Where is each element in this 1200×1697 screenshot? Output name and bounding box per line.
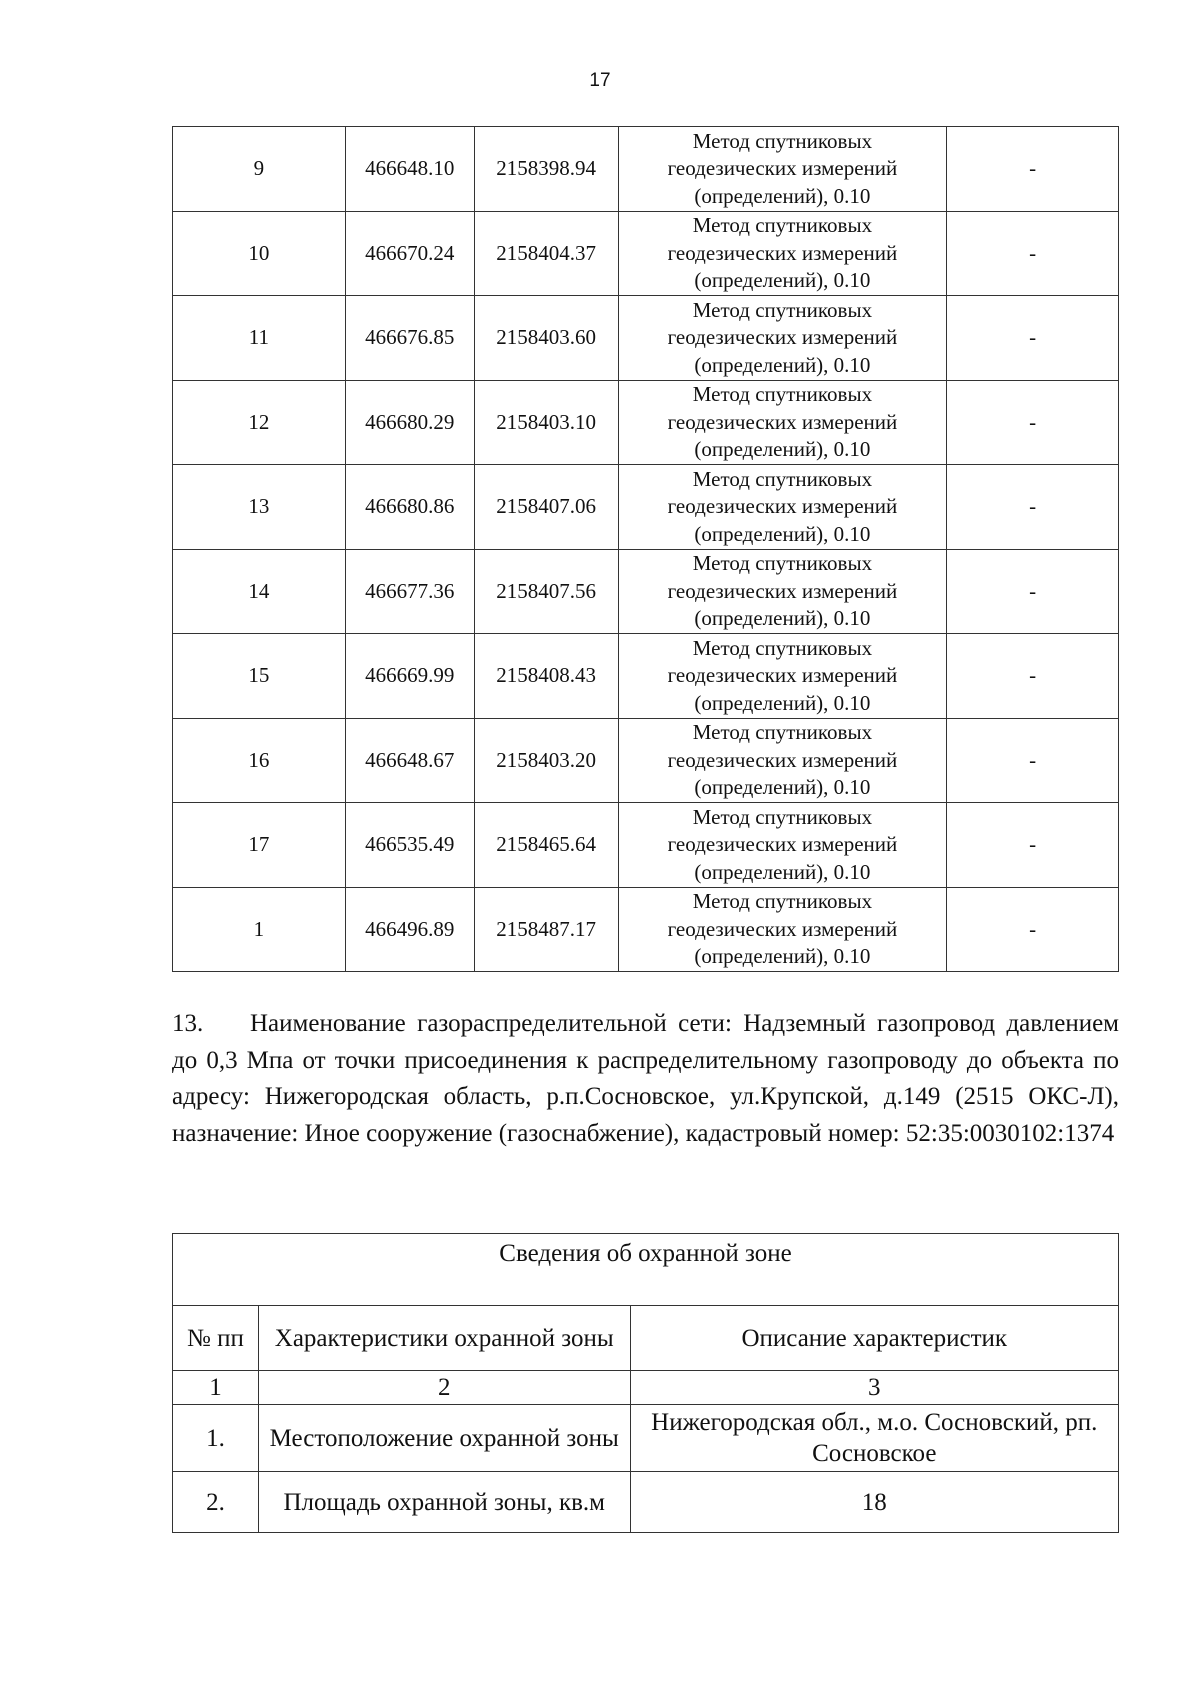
y-coordinate-cell: 2158465.64 bbox=[474, 803, 618, 888]
method-line: геодезических измерений bbox=[667, 325, 898, 349]
zone-table-header-row bbox=[173, 1306, 1119, 1371]
column-number: 2 bbox=[258, 1371, 630, 1405]
row-characteristic: Площадь охранной зоны, кв.м bbox=[258, 1472, 630, 1533]
method-cell bbox=[618, 296, 947, 381]
header-number: № пп bbox=[173, 1306, 259, 1371]
point-cell: 11 bbox=[173, 296, 346, 381]
method-line: геодезических измерений bbox=[667, 663, 898, 687]
zone-table-title: Сведения об охранной зоне bbox=[173, 1234, 1119, 1306]
y-coordinate-cell: 2158487.17 bbox=[474, 887, 618, 972]
method-cell bbox=[618, 718, 947, 803]
note-cell: - bbox=[947, 718, 1119, 803]
header-description: Описание характеристик bbox=[630, 1306, 1118, 1371]
y-coordinate-cell: 2158398.94 bbox=[474, 127, 618, 212]
note-cell: - bbox=[947, 803, 1119, 888]
method-cell bbox=[618, 803, 947, 888]
method-line: (определений), 0.10 bbox=[694, 352, 871, 377]
section-text: Наименование газораспределительной сети: Надземный газопровод давлением до 0,3 Мпа от точки присоединения к распределительному газопроводу до объекта по адресу: Нижегородская область, р.п.Сосновское, ул.Крупской, д.149 (2515 ОКС-Л), назначение: Иное сооружение (газоснабжение), кадастровый номер: 52:35:0030102:1374 bbox=[172, 1010, 1119, 1147]
section-number: 13. bbox=[172, 1010, 204, 1037]
note-cell: - bbox=[947, 634, 1119, 719]
y-coordinate-cell: 2158408.43 bbox=[474, 634, 618, 719]
method-line: Метод спутниковых bbox=[692, 128, 873, 153]
x-coordinate-cell: 466669.99 bbox=[345, 634, 474, 719]
x-coordinate-cell: 466535.49 bbox=[345, 803, 474, 888]
y-coordinate-cell: 2158403.60 bbox=[474, 296, 618, 381]
row-number: 1. bbox=[173, 1405, 259, 1472]
point-cell: 9 bbox=[173, 127, 346, 212]
table-row bbox=[173, 380, 1119, 465]
x-coordinate-cell: 466648.67 bbox=[345, 718, 474, 803]
zone-table-title-row bbox=[173, 1234, 1119, 1306]
header-characteristic: Характеристики охранной зоны bbox=[258, 1306, 630, 1371]
table-row bbox=[173, 296, 1119, 381]
table-row bbox=[173, 1472, 1119, 1533]
table-row bbox=[173, 127, 1119, 212]
method-line: (определений), 0.10 bbox=[694, 437, 871, 461]
method-line: (определений), 0.10 bbox=[694, 606, 871, 630]
method-line: геодезических измерений bbox=[667, 240, 898, 265]
note-cell: - bbox=[947, 465, 1119, 550]
note-cell: - bbox=[947, 549, 1119, 634]
row-characteristic: Местоположение охранной зоны bbox=[258, 1405, 630, 1472]
coordinates-table bbox=[172, 126, 1119, 972]
method-cell bbox=[618, 465, 947, 550]
table-row bbox=[173, 1405, 1119, 1472]
protection-zone-table bbox=[172, 1233, 1119, 1533]
point-cell: 10 bbox=[173, 211, 346, 296]
method-line: Метод спутниковых bbox=[692, 382, 873, 406]
note-cell: - bbox=[947, 887, 1119, 972]
method-line: геодезических измерений bbox=[667, 409, 898, 434]
table-row bbox=[173, 718, 1119, 803]
note-cell: - bbox=[947, 127, 1119, 212]
method-cell bbox=[618, 549, 947, 634]
point-cell: 13 bbox=[173, 465, 346, 550]
x-coordinate-cell: 466670.24 bbox=[345, 211, 474, 296]
point-cell: 16 bbox=[173, 718, 346, 803]
point-cell: 1 bbox=[173, 887, 346, 972]
y-coordinate-cell: 2158407.56 bbox=[474, 549, 618, 634]
row-description: Нижегородская обл., м.о. Сосновский, рп. Сосновское bbox=[630, 1405, 1118, 1472]
y-coordinate-cell: 2158404.37 bbox=[474, 211, 618, 296]
method-line: (определений), 0.10 bbox=[694, 690, 871, 715]
method-line: Метод спутниковых bbox=[692, 551, 873, 575]
method-line: геодезических измерений bbox=[667, 578, 898, 603]
method-line: Метод спутниковых bbox=[692, 466, 873, 491]
method-cell bbox=[618, 380, 947, 465]
point-cell: 15 bbox=[173, 634, 346, 719]
method-line: (определений), 0.10 bbox=[694, 859, 871, 884]
x-coordinate-cell: 466648.10 bbox=[345, 127, 474, 212]
note-cell: - bbox=[947, 380, 1119, 465]
y-coordinate-cell: 2158403.20 bbox=[474, 718, 618, 803]
method-cell bbox=[618, 211, 947, 296]
method-line: Метод спутниковых bbox=[692, 635, 873, 660]
method-line: Метод спутниковых bbox=[692, 297, 873, 322]
method-line: (определений), 0.10 bbox=[694, 944, 871, 968]
method-line: геодезических измерений bbox=[667, 747, 898, 772]
method-line: геодезических измерений bbox=[667, 916, 898, 941]
table-row bbox=[173, 634, 1119, 719]
method-line: геодезических измерений bbox=[667, 832, 898, 856]
column-number: 1 bbox=[173, 1371, 259, 1405]
x-coordinate-cell: 466676.85 bbox=[345, 296, 474, 381]
method-line: Метод спутниковых bbox=[692, 720, 873, 744]
method-line: (определений), 0.10 bbox=[694, 268, 871, 292]
method-line: Метод спутниковых bbox=[692, 213, 873, 237]
method-line: (определений), 0.10 bbox=[694, 521, 871, 546]
table-row bbox=[173, 887, 1119, 972]
point-cell: 14 bbox=[173, 549, 346, 634]
table-row bbox=[173, 803, 1119, 888]
row-description: 18 bbox=[630, 1472, 1118, 1533]
row-number: 2. bbox=[173, 1472, 259, 1533]
section-13-paragraph bbox=[172, 1006, 1119, 1152]
y-coordinate-cell: 2158403.10 bbox=[474, 380, 618, 465]
method-line: геодезических измерений bbox=[667, 494, 898, 518]
zone-table-column-numbers bbox=[173, 1371, 1119, 1405]
method-line: Метод спутниковых bbox=[692, 804, 873, 829]
x-coordinate-cell: 466680.29 bbox=[345, 380, 474, 465]
y-coordinate-cell: 2158407.06 bbox=[474, 465, 618, 550]
table-row bbox=[173, 211, 1119, 296]
point-cell: 12 bbox=[173, 380, 346, 465]
method-cell bbox=[618, 887, 947, 972]
table-row bbox=[173, 549, 1119, 634]
point-cell: 17 bbox=[173, 803, 346, 888]
page-number: 17 bbox=[589, 70, 611, 91]
x-coordinate-cell: 466680.86 bbox=[345, 465, 474, 550]
note-cell: - bbox=[947, 211, 1119, 296]
note-cell: - bbox=[947, 296, 1119, 381]
method-line: (определений), 0.10 bbox=[694, 775, 871, 799]
x-coordinate-cell: 466677.36 bbox=[345, 549, 474, 634]
method-line: Метод спутниковых bbox=[692, 889, 873, 913]
x-coordinate-cell: 466496.89 bbox=[345, 887, 474, 972]
method-line: геодезических измерений bbox=[667, 156, 898, 180]
method-cell bbox=[618, 127, 947, 212]
column-number: 3 bbox=[630, 1371, 1118, 1405]
method-line: (определений), 0.10 bbox=[694, 183, 871, 208]
table-row bbox=[173, 465, 1119, 550]
method-cell bbox=[618, 634, 947, 719]
